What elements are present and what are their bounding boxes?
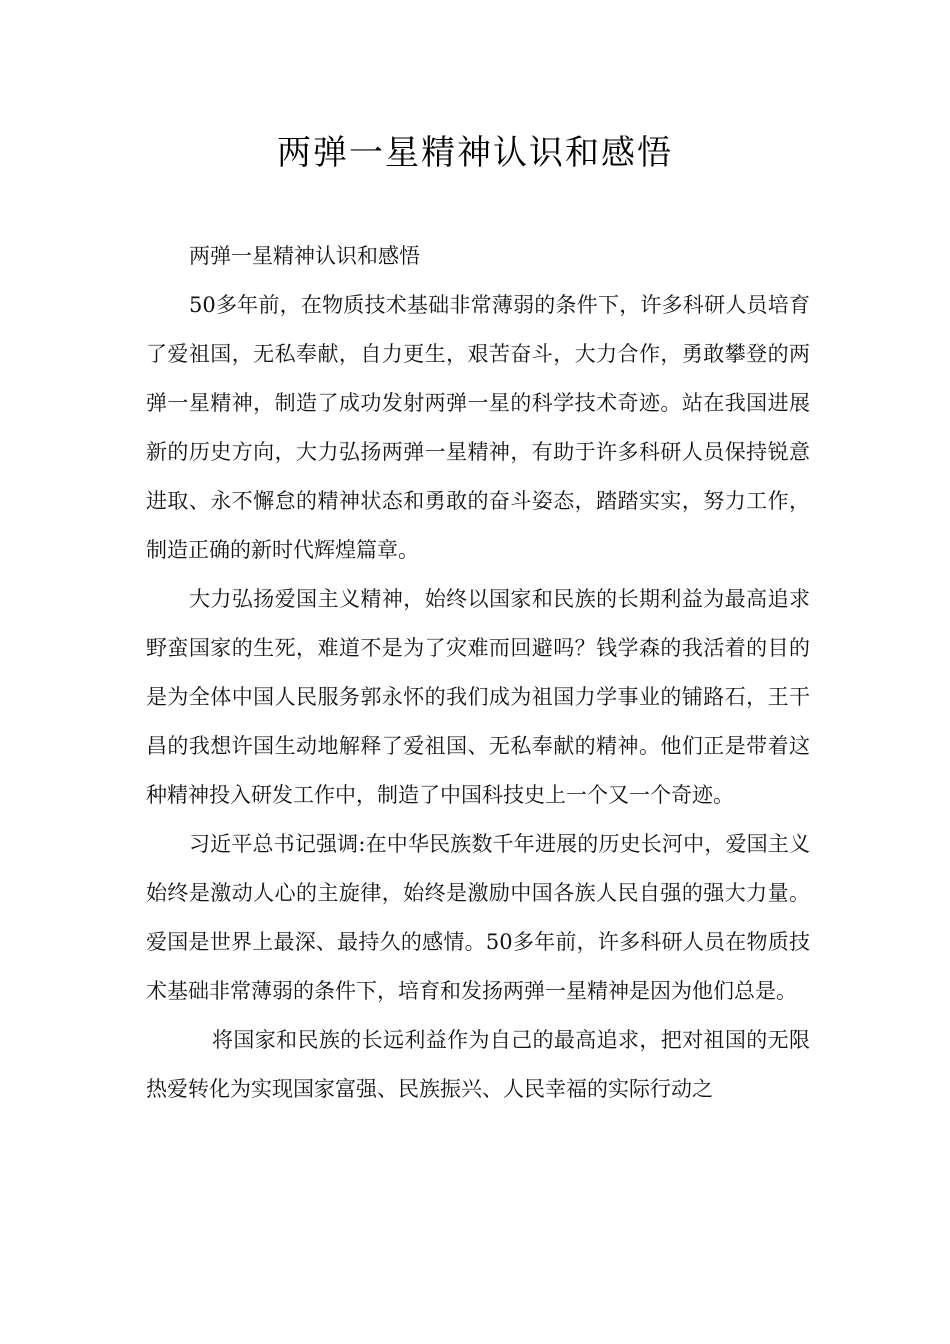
paragraph-xi-quote: 习近平总书记强调:在中华民族数千年进展的历史长河中，爱国主义始终是激动人心的主旋律，始终是激励中国各族人民自强的强大力量。爱国是世界上最深、最持久的感情。50多年前，许多科研人员在物质技术基础非常薄弱的条件下，培育和发扬两弹一星精神是因为他们总是。 xyxy=(146,832,810,1003)
document-title: 两弹一星精神认识和感悟 xyxy=(277,133,673,173)
paragraph-national-interest: 将国家和民族的长远利益作为自己的最高追求，把对祖国的无限热爱转化为实现国家富强、民族振兴、人民幸福的实际行动之 xyxy=(146,1028,810,1101)
paragraph-patriotism: 大力弘扬爱国主义精神，始终以国家和民族的长期利益为最高追求野蛮国家的生死，难道不是为了灾难而回避吗？钱学森的我活着的目的是为全体中国人民服务郭永怀的我们成为祖国力学事业的铺路石，王干昌的我想许国生动地解释了爱祖国、无私奉献的精神。他们正是带着这种精神投入研发工作中，制造了中国科技史上一个又一个奇迹。 xyxy=(146,587,810,807)
paragraph-subtitle: 两弹一星精神认识和感悟 xyxy=(189,244,420,268)
paragraph-intro: 50多年前，在物质技术基础非常薄弱的条件下，许多科研人员培育了爱祖国，无私奉献，自力更生，艰苦奋斗，大力合作，勇敢攀登的两弹一星精神，制造了成功发射两弹一星的科学技术奇迹。站在我国进展新的历史方向，大力弘扬两弹一星精神，有助于许多科研人员保持锐意进取、永不懈怠的精神状态和勇敢的奋斗姿态，踏踏实实，努力工作，制造正确的新时代辉煌篇章。 xyxy=(146,293,810,562)
document-body xyxy=(146,232,810,1114)
